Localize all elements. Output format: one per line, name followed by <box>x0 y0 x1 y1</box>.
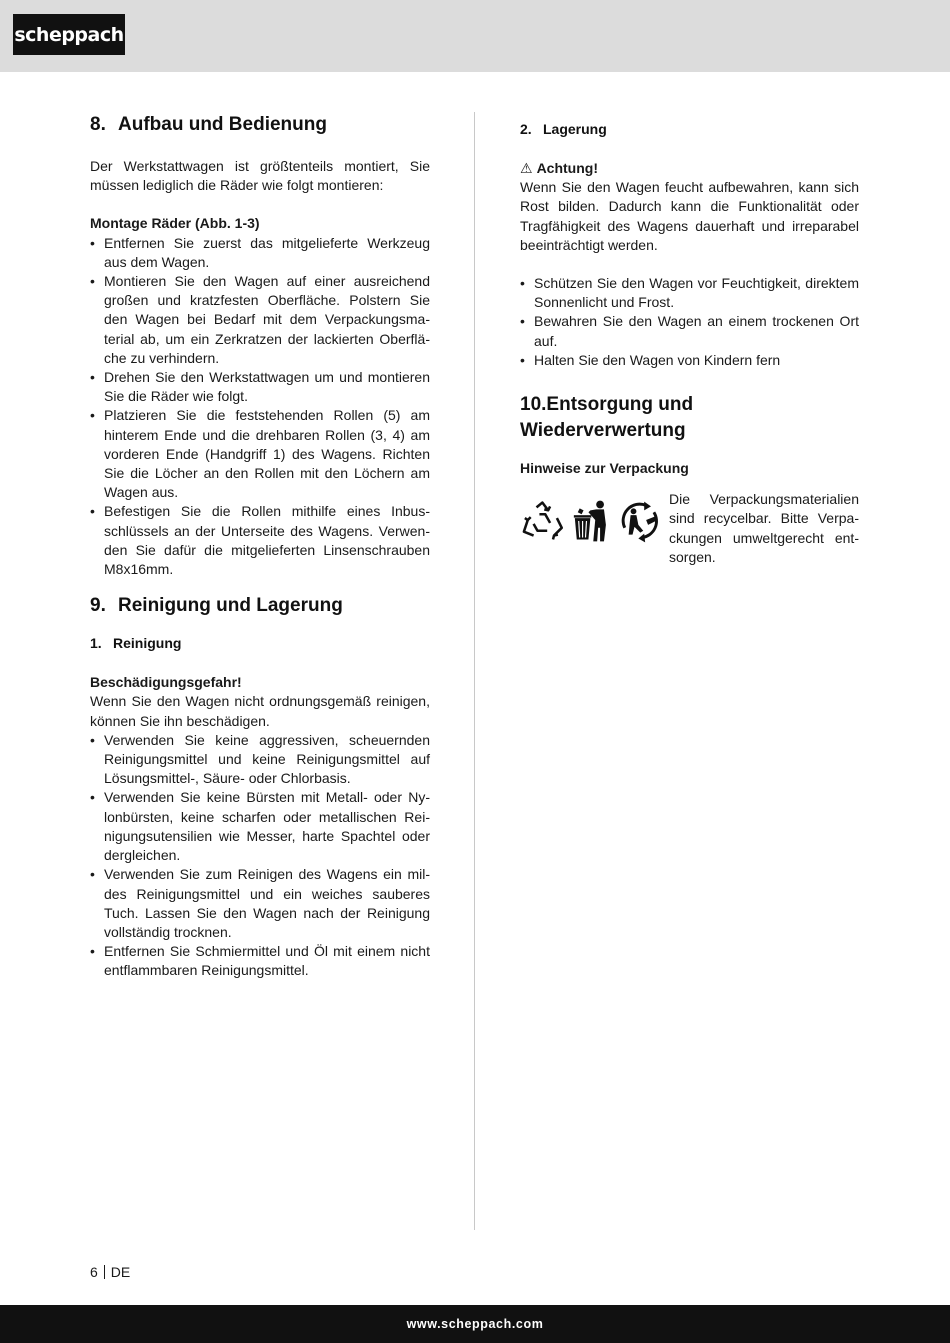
list-item: • Verwenden Sie keine Bürsten mit Metall- oder Nylonbürsten, keine scharfen oder metallischen Reinigungsutensilien wie Messer, harte Spachtel oder dergleichen. <box>90 788 430 865</box>
subsection-number: 2. <box>520 121 532 137</box>
column-divider <box>474 112 475 1230</box>
subsection-title: Lagerung <box>543 121 607 137</box>
list-item: • Entfernen Sie zuerst das mitgelieferte Werkzeug aus dem Wagen. <box>90 234 430 272</box>
list-item: • Befestigen Sie die Rollen mithilfe eines Inbusschlüssels an der Unterseite des Wagens. Verwenden Sie dafür die mitgelieferten Linsenschrauben M8x16mm. <box>90 502 430 579</box>
subsection-number: 1. <box>90 635 102 652</box>
right-column <box>520 112 859 567</box>
separator <box>104 1265 105 1279</box>
recycling-icon <box>520 498 565 544</box>
storage-list <box>520 274 859 370</box>
montage-list <box>90 234 430 580</box>
left-column <box>90 112 430 981</box>
recycle-hand-icon <box>617 498 662 544</box>
attention-label: Achtung! <box>536 160 598 176</box>
page-number <box>90 1264 130 1280</box>
disposal-symbols <box>520 498 662 544</box>
header-bar <box>0 0 950 72</box>
section-10-heading <box>520 392 859 444</box>
subsection-lagerung-heading <box>520 120 859 139</box>
section-8-intro: Der Werkstattwagen ist größtenteils montiert, Sie müssen lediglich die Räder wie folgt montieren: <box>90 158 430 194</box>
section-9-heading <box>90 593 430 619</box>
section-title: Reinigung und Lagerung <box>118 595 343 617</box>
damage-warning-title: Beschädigungsgefahr! <box>90 674 242 691</box>
list-item: • Bewahren Sie den Wagen an einem trockenen Ort auf. <box>520 312 859 350</box>
packaging-info <box>520 490 859 567</box>
language-code: DE <box>110 1264 131 1280</box>
montage-title: Montage Räder (Abb. 1-3) <box>90 215 260 232</box>
list-item: • Drehen Sie den Werkstattwagen um und montieren Sie die Räder wie folgt. <box>90 368 430 406</box>
warning-triangle-icon: ⚠ <box>520 160 533 176</box>
list-item: • Schützen Sie den Wagen vor Feuchtigkeit, direktem Sonnenlicht und Frost. <box>520 274 859 312</box>
page-number-value: 6 <box>90 1264 98 1280</box>
packaging-title: Hinweise zur Verpackung <box>520 460 689 477</box>
section-number: 10. <box>520 394 547 416</box>
packaging-text: Die Verpackungsmaterialien sind recycelbar. Bitte Verpackungen umweltgerecht entsorgen. <box>669 491 859 565</box>
attention-text: Wenn Sie den Wagen feucht aufbewahren, kann sich Rost bilden. Dadurch kann die Funktionalität oder Tragfähigkeit des Wagens dauerhaft und irreparabel beeinträchtigt werden. <box>520 179 859 253</box>
list-item: • Montieren Sie den Wagen auf einer ausreichend großen und kratzfesten Oberfläche. Polstern Sie den Wagen bei Bedarf mit dem Verpackungsmaterial ab, um ein Zerkratzen der lackierten Oberfläche zu verhindern. <box>90 272 430 368</box>
list-item: • Platzieren Sie die feststehenden Rollen (5) am hinterem Ende und die drehbaren Rollen (3, 4) am vorderen Ende (Handgriff 1) des Wagens. Richten Sie die Löcher an den Rollen mit den Löchern am Wagen aus. <box>90 406 430 502</box>
subsection-title: Reinigung <box>113 635 182 652</box>
damage-warning-text: Wenn Sie den Wagen nicht ordnungsgemäß reinigen, können Sie ihn beschädigen. <box>90 693 430 729</box>
attention-title <box>520 159 859 178</box>
section-title: Entsorgung und Wiederverwertung <box>520 394 694 442</box>
list-item: • Verwenden Sie keine aggressiven, scheuernden Reinigungsmittel und keine Reinigungsmittel auf Lösungsmittel-, Säure- oder Chlorbasis. <box>90 731 430 789</box>
section-title: Aufbau und Bedienung <box>118 114 327 135</box>
brand-logo: scheppach <box>13 14 125 55</box>
list-item: • Verwenden Sie zum Reinigen des Wagens ein mildes Reinigungsmittel und ein weiches sauberes Tuch. Lassen Sie den Wagen nach der Reinigung vollständig trocknen. <box>90 865 430 942</box>
tidyman-icon <box>569 498 614 544</box>
list-item: • Entfernen Sie Schmiermittel und Öl mit einem nicht entflammbaren Reinigungsmittel. <box>90 942 430 980</box>
list-item: • Halten Sie den Wagen von Kindern fern <box>520 351 859 370</box>
footer-bar <box>0 1305 950 1343</box>
section-8-heading <box>90 112 430 138</box>
cleaning-list <box>90 731 430 981</box>
section-number: 9. <box>90 595 106 617</box>
subsection-reinigung-heading <box>90 634 430 653</box>
website-link[interactable]: www.scheppach.com <box>406 1317 544 1331</box>
section-number: 8. <box>90 114 106 135</box>
